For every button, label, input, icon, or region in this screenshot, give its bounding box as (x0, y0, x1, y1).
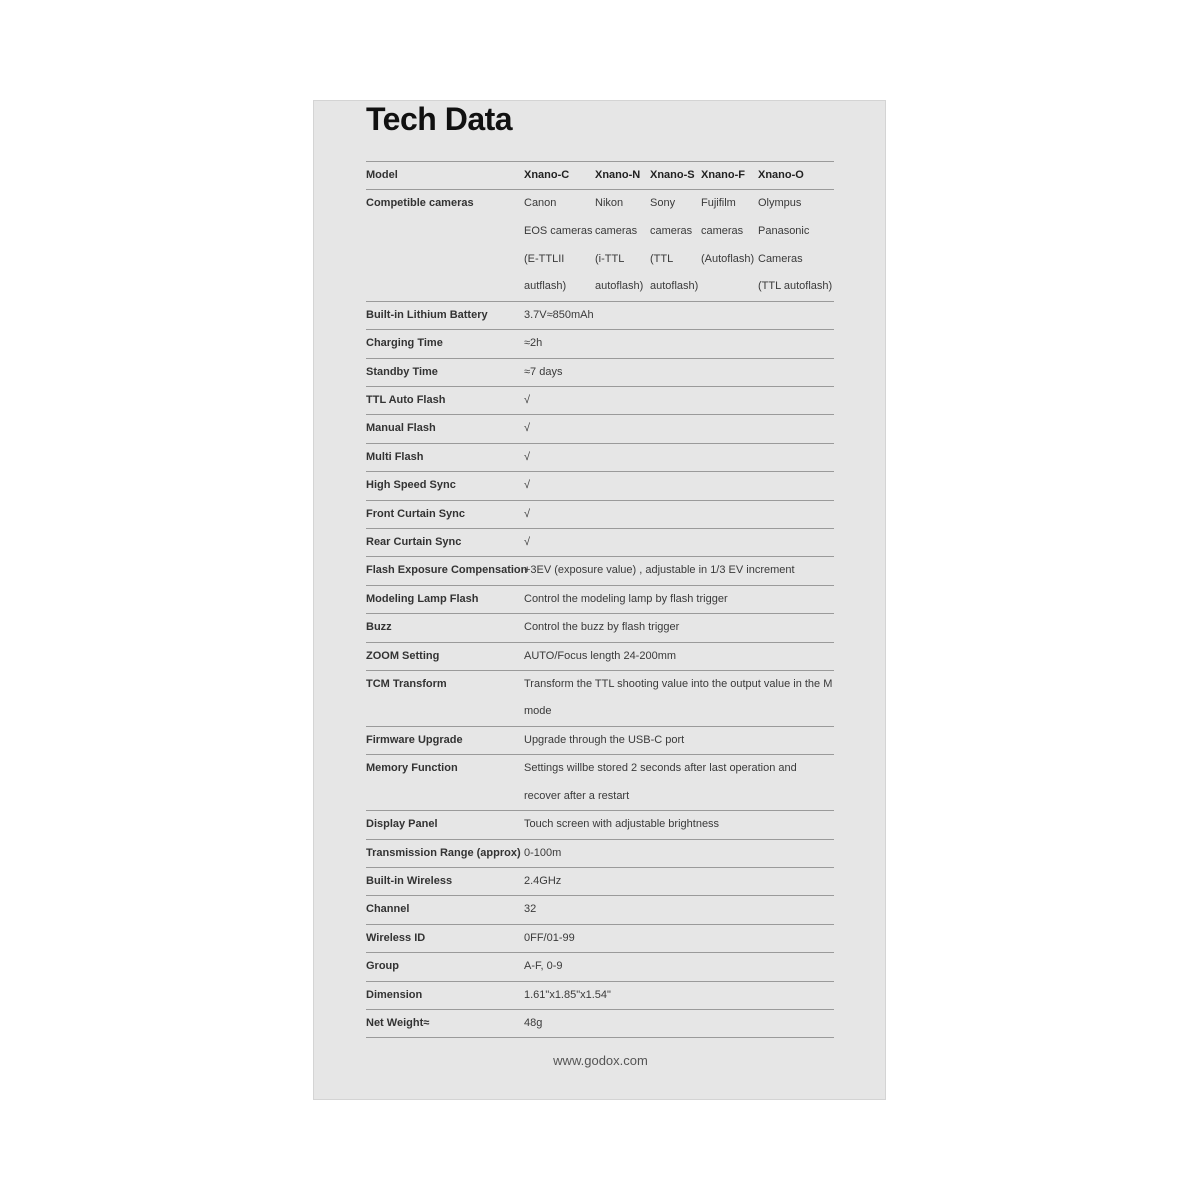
spec-label: High Speed Sync (366, 479, 456, 492)
spec-row (366, 810, 834, 838)
spec-label: Wireless ID (366, 931, 426, 944)
spec-row (366, 471, 834, 499)
spec-row (366, 981, 834, 1009)
model-row (366, 161, 834, 189)
model-name: Xnano-C (524, 169, 570, 181)
spec-value: +3EV (exposure value) , adjustable in 1/3 EV increment (524, 564, 795, 577)
spec-label: Channel (366, 903, 410, 916)
spec-row (366, 1009, 834, 1038)
spec-value: Control the modeling lamp by flash trigger (524, 592, 728, 605)
spec-value: 0FF/01-99 (524, 931, 575, 944)
spec-label: Display Panel (366, 818, 438, 831)
spec-value: √ (524, 422, 531, 435)
spec-value: √ (524, 394, 531, 406)
spec-label: Multi Flash (366, 450, 424, 463)
spec-label: Built-in Lithium Battery (366, 308, 488, 321)
spec-row (366, 528, 834, 556)
model-name: Xnano-S (650, 169, 695, 181)
spec-row (366, 556, 834, 584)
spec-value: √ (524, 450, 531, 463)
spec-label: Firmware Upgrade (366, 733, 463, 746)
spec-row (366, 895, 834, 923)
model-name: Xnano-O (758, 169, 804, 181)
spec-label: Rear Curtain Sync (366, 536, 462, 549)
spec-row (366, 500, 834, 528)
spec-row (366, 867, 834, 895)
compatible-value: Canon EOS cameras (E-TTLII autflash) (524, 197, 593, 293)
spec-rows (366, 301, 834, 1039)
spec-row (366, 358, 834, 386)
spec-value: 1.61"x1.85"x1.54" (524, 988, 611, 1001)
spec-value: 48g (524, 1016, 543, 1029)
spec-label: TCM Transform (366, 678, 447, 691)
spec-row (366, 329, 834, 357)
spec-label: Flash Exposure Compensation (366, 564, 528, 577)
spec-label: TTL Auto Flash (366, 394, 446, 406)
compatible-value: Nikon cameras (i-TTL autoflash) (595, 197, 644, 293)
tech-data-panel (313, 100, 886, 1100)
compatible-value: Fujifilm cameras (Autoflash) (701, 197, 755, 265)
compatible-cameras-row (366, 189, 834, 300)
spec-label: Standby Time (366, 365, 438, 378)
spec-value: √ (524, 479, 531, 492)
model-name: Xnano-N (595, 169, 641, 181)
spec-value: Transform the TTL shooting value into the output value in the M mode (524, 678, 833, 718)
spec-value: Control the buzz by flash trigger (524, 621, 680, 634)
spec-value: 3.7V≈850mAh (524, 308, 594, 321)
spec-row (366, 585, 834, 613)
spec-label: Manual Flash (366, 422, 436, 435)
spec-value: A-F, 0-9 (524, 960, 563, 973)
website-url: www.godox.com (553, 1053, 648, 1068)
spec-row (366, 754, 834, 810)
spec-label: Net Weight≈ (366, 1016, 430, 1029)
spec-row (366, 301, 834, 329)
spec-label: Charging Time (366, 337, 443, 350)
spec-value: ≈7 days (524, 365, 563, 378)
spec-row (366, 443, 834, 471)
spec-row (366, 386, 834, 414)
spec-row (366, 613, 834, 641)
spec-label: Memory Function (366, 762, 458, 775)
spec-row (366, 414, 834, 442)
compatible-value: Sony cameras (TTL autoflash) (650, 197, 699, 293)
spec-row (366, 924, 834, 952)
spec-label: Front Curtain Sync (366, 507, 466, 520)
spec-row (366, 670, 834, 726)
page-title: Tech Data (366, 101, 513, 137)
spec-value: Upgrade through the USB-C port (524, 733, 685, 746)
spec-row (366, 952, 834, 980)
spec-value: √ (524, 507, 531, 520)
spec-label: Dimension (366, 988, 423, 1001)
model-label: Model (366, 169, 398, 181)
spec-row (366, 726, 834, 754)
spec-value: 0-100m (524, 846, 562, 859)
spec-value: 32 (524, 903, 537, 916)
spec-label: Buzz (366, 621, 392, 634)
spec-label: Modeling Lamp Flash (366, 592, 479, 605)
spec-label: Built-in Wireless (366, 874, 453, 887)
spec-value: Touch screen with adjustable brightness (524, 818, 720, 831)
spec-value: Settings willbe stored 2 seconds after last operation and recover after a restart (524, 762, 797, 802)
spec-value: √ (524, 536, 531, 549)
spec-label: Transmission Range (approx) (366, 846, 521, 859)
model-name: Xnano-F (701, 169, 745, 181)
spec-row (366, 839, 834, 867)
spec-row (366, 642, 834, 670)
spec-label: ZOOM Setting (366, 649, 440, 662)
compatible-label: Competible cameras (366, 197, 474, 210)
spec-value: AUTO/Focus length 24-200mm (524, 649, 677, 662)
spec-label: Group (366, 960, 399, 973)
spec-value: 2.4GHz (524, 874, 562, 887)
compatible-value: Olympus Panasonic Cameras (TTL autoflash) (758, 197, 833, 293)
spec-value: ≈2h (524, 337, 543, 350)
spec-table (366, 161, 834, 1038)
